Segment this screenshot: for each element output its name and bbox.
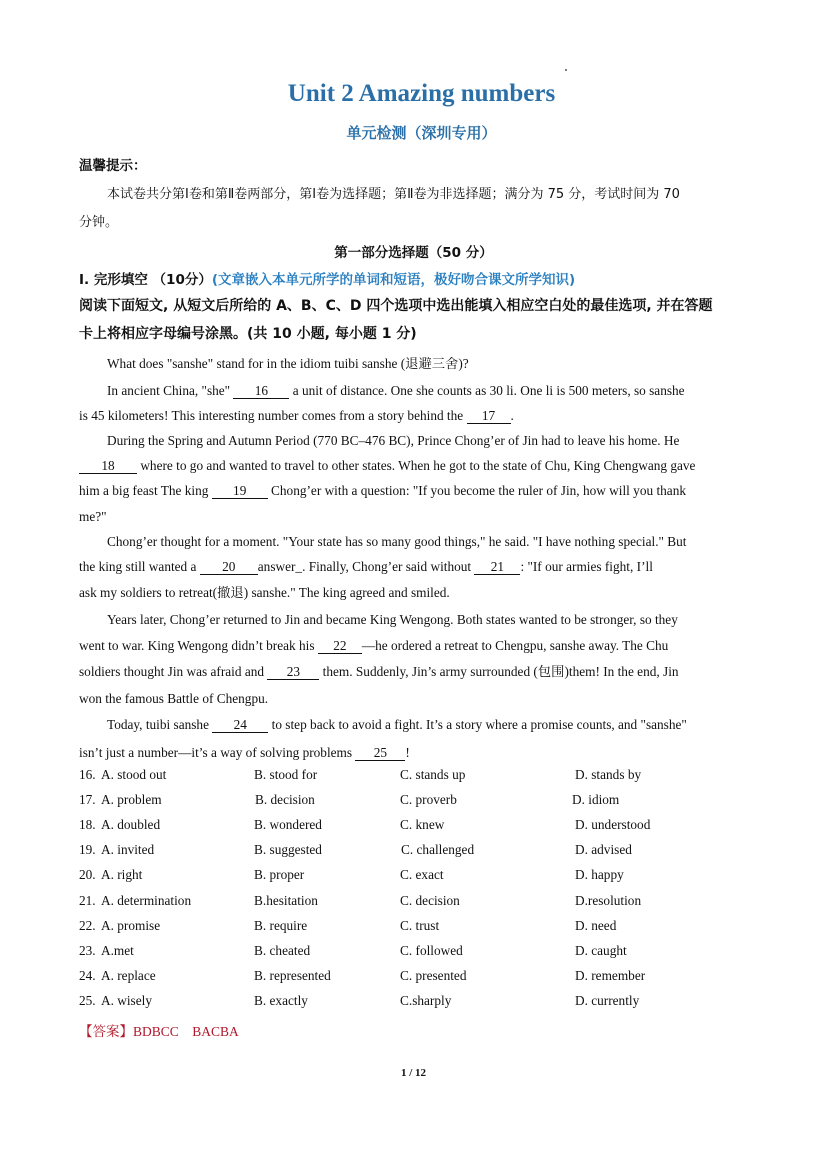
option-a: A. replace: [101, 968, 156, 983]
answer-value: BDBCC BACBA: [133, 1024, 239, 1039]
option-b: B. represented: [254, 968, 331, 983]
option-row: 25. A. wisely B. exactly C.sharply D. currently: [79, 993, 640, 1008]
option-c: C. knew: [400, 817, 445, 832]
option-b: B.hesitation: [254, 893, 318, 908]
option-c: C.sharply: [400, 993, 452, 1008]
option-b: B. decision: [255, 792, 315, 807]
stray-dot: [565, 69, 567, 71]
answer-line: [79, 1020, 239, 1040]
notice-line-1: 本试卷共分第Ⅰ卷和第Ⅱ卷两部分，第Ⅰ卷为选择题；第Ⅱ卷为非选择题；满分为 75 分，考试时间为 70: [107, 187, 680, 202]
passage-line: During the Spring and Autumn Period (770 BC–476 BC), Prince Chong’er of Jin had to leave his home. He: [107, 433, 680, 448]
option-b: B. proper: [254, 867, 305, 882]
passage-line: ask my soldiers to retreat(撤退) sanshe." The king agreed and smiled.: [79, 585, 450, 600]
answer-label: 【答案】: [79, 1024, 133, 1040]
passage-line: Years later, Chong’er returned to Jin and became King Wengong. Both states wanted to be stronger, so they: [107, 612, 678, 627]
blank-24: 24: [212, 718, 268, 733]
passage-line: In ancient China, "she" 16 a unit of distance. One she counts as 30 li. One li is 500 meters, so sanshe: [107, 383, 685, 398]
option-a: A. stood out: [101, 767, 167, 782]
option-d: D. understood: [575, 817, 651, 832]
cloze-heading: I. 完形填空 （10分）: [79, 272, 212, 288]
option-a: A.met: [101, 943, 134, 958]
option-d: D. happy: [575, 867, 624, 882]
option-c: C. followed: [400, 943, 463, 958]
option-c: C. exact: [400, 867, 444, 882]
blank-25: 25: [355, 746, 405, 761]
passage-line: 18 where to go and wanted to travel to other states. When he got to the state of Chu, King Chengwang gave: [79, 453, 749, 478]
option-row: 19. A. invited B. suggested C. challenged D. advised: [79, 842, 632, 857]
option-d: D. stands by: [575, 767, 642, 782]
option-c: C. presented: [400, 968, 467, 983]
option-a: A. invited: [101, 842, 155, 857]
option-d: D. caught: [575, 943, 627, 958]
passage-line: me?": [79, 509, 107, 524]
option-b: B. stood for: [254, 767, 318, 782]
option-b: B. exactly: [254, 993, 308, 1008]
option-row: 23. A.met B. cheated C. followed D. caught: [79, 943, 627, 958]
passage-line: is 45 kilometers! This interesting number comes from a story behind the 17 .: [79, 408, 514, 423]
option-d: D. idiom: [572, 792, 620, 807]
blank-18: 18: [79, 459, 137, 474]
option-a: A. determination: [101, 893, 192, 908]
option-c: C. challenged: [401, 842, 475, 857]
option-d: D. currently: [575, 993, 640, 1008]
passage-line: soldiers thought Jin was afraid and 23 them. Suddenly, Jin’s army surrounded (包围)them! In the end, Jin: [79, 664, 679, 679]
section-title: 第一部分选择题（50 分）: [334, 245, 493, 261]
notice-heading: 温馨提示：: [79, 158, 147, 174]
passage-line: Today, tuibi sanshe 24 to step back to avoid a fight. It’s a story where a promise counts, and "sanshe": [107, 717, 687, 732]
option-a: A. promise: [101, 918, 161, 933]
option-c: C. decision: [400, 893, 460, 908]
passage-line: isn’t just a number—it’s a way of solving problems 25 !: [79, 745, 410, 760]
blank-23: 23: [267, 665, 319, 680]
blank-16: 16: [233, 384, 289, 399]
blank-22: 22: [318, 639, 362, 654]
option-b: B. require: [254, 918, 308, 933]
option-row: 20. A. right B. proper C. exact D. happy: [79, 867, 624, 882]
blank-21: 21: [474, 560, 520, 575]
option-d: D. need: [575, 918, 617, 933]
page-title: Unit 2 Amazing numbers: [287, 80, 556, 107]
option-c: C. stands up: [400, 767, 466, 782]
notice-line-2: 分钟。: [79, 215, 119, 230]
blank-20: 20: [200, 560, 258, 575]
option-b: B. suggested: [254, 842, 322, 857]
passage-line: won the famous Battle of Chengpu.: [79, 691, 269, 706]
instruction-line-2: 卡上将相应字母编号涂黑。(共 10 小题, 每小题 1 分): [79, 326, 417, 342]
option-a: A. doubled: [101, 817, 161, 832]
option-d: D. advised: [575, 842, 632, 857]
option-row: 16. A. stood out B. stood for C. stands up D. stands by: [79, 767, 642, 782]
page-indicator: 1 / 12: [400, 1067, 427, 1079]
passage-line: Chong’er thought for a moment. "Your state has so many good things," he said. "I have nothing special." But: [107, 534, 687, 549]
option-a: A. right: [101, 867, 143, 882]
option-a: A. wisely: [101, 993, 152, 1008]
option-d: D. remember: [575, 968, 646, 983]
page-subtitle: 单元检测（深圳专用）: [346, 124, 497, 142]
option-b: B. cheated: [254, 943, 311, 958]
passage-line: went to war. King Wengong didn’t break his 22 —he ordered a retreat to Chengpu, sanshe away. The Chu: [79, 638, 669, 653]
passage-line: him a big feast The king 19 Chong’er with a question: "If you become the ruler of Jin, how will you thank: [79, 483, 686, 498]
cloze-heading-row: [79, 268, 748, 289]
instruction-line-1: 阅读下面短文, 从短文后所给的 A、B、C、D 四个选项中选出能填入相应空白处的最佳选项, 并在答题: [79, 298, 713, 314]
option-a: A. problem: [101, 792, 162, 807]
option-c: C. proverb: [400, 792, 457, 807]
option-row: 24. A. replace B. represented C. presented D. remember: [79, 968, 646, 983]
blank-17: 17: [467, 409, 511, 424]
option-d: D.resolution: [575, 893, 642, 908]
option-b: B. wondered: [254, 817, 322, 832]
passage-line: the king still wanted a 20 answer_. Finally, Chong’er said without 21 : "If our armies fight, I’ll: [79, 559, 653, 574]
passage-line: What does "sanshe" stand for in the idiom tuibi sanshe (退避三舍)?: [107, 356, 469, 371]
option-c: C. trust: [400, 918, 440, 933]
option-row: 22. A. promise B. require C. trust D. need: [79, 918, 617, 933]
option-row: 18. A. doubled B. wondered C. knew D. understood: [79, 817, 651, 832]
cloze-heading-note: (文章嵌入本单元所学的单词和短语，极好吻合课文所学知识): [211, 272, 576, 288]
option-row: 21. A. determination B.hesitation C. decision D.resolution: [79, 893, 642, 908]
option-row: 17. A. problem B. decision C. proverb D. idiom: [79, 792, 620, 807]
blank-19: 19: [212, 484, 268, 499]
